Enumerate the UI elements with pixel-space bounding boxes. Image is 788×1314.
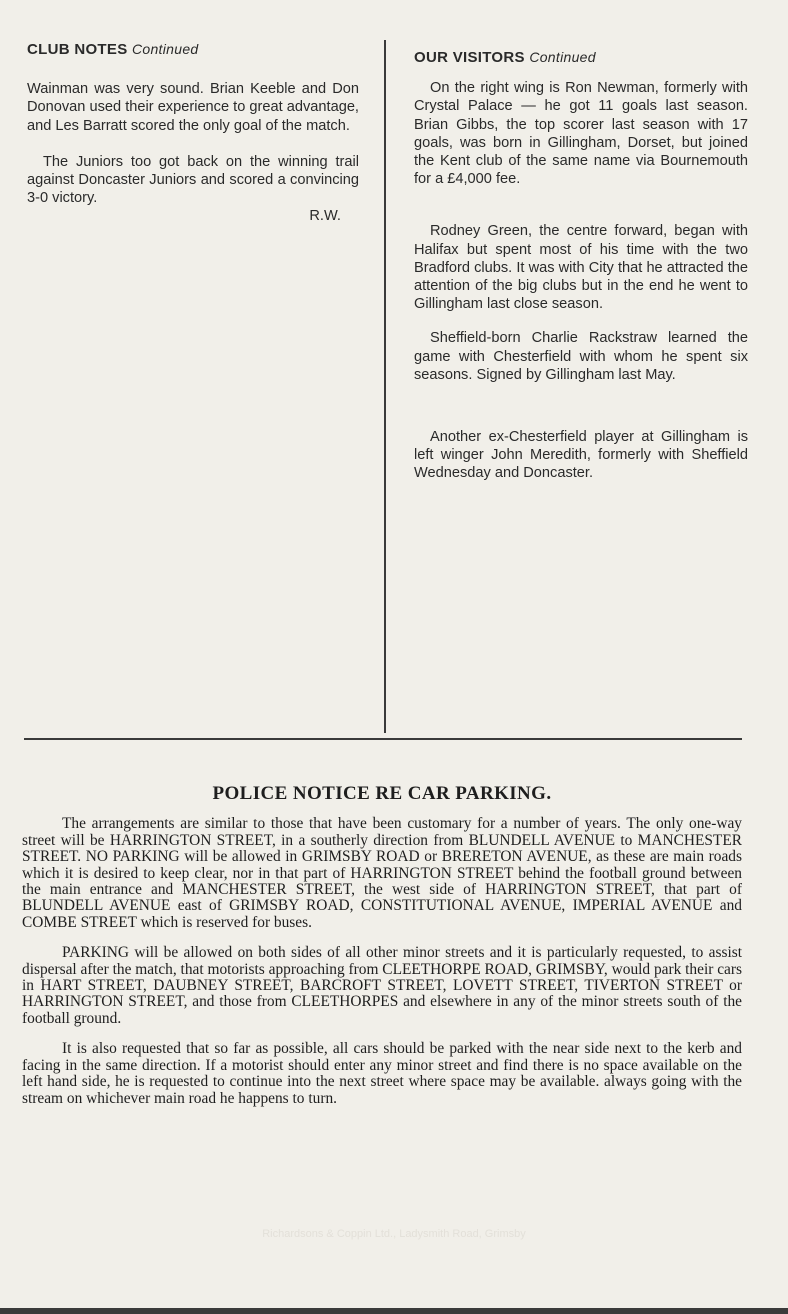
police-notice (22, 783, 742, 1121)
our-visitors-paragraph: On the right wing is Ron Newman, formerly with Crystal Palace — he got 11 goals last season. Brian Gibbs, the top scorer last season with 17 goals, was born in Gillingham, Dorset, but joined the Kent club of the same name via Bournemouth for a £4,000 fee. (414, 80, 748, 188)
club-notes-heading-continued: Continued (131, 41, 199, 57)
our-visitors-heading-main: OUR VISITORS (414, 49, 525, 66)
column-divider (384, 40, 386, 733)
page-bottom-edge (0, 1308, 788, 1314)
club-notes-signature: R.W. (309, 208, 341, 225)
police-notice-paragraph: The arrangements are similar to those that have been customary for a number of years. The only one-way street will be HARRINGTON STREET, in a southerly direction from BLUNDELL AVENUE to MANCHESTER STREET. NO PARKING will be allowed in GRIMSBY ROAD or BRERETON AVENUE, as these are main roads which it is desired to keep clear, nor in that part of HARRINGTON STREET behind the football ground between the main entrance and MANCHESTER STREET, the west side of HARRINGTON STREET, that part of BLUNDELL AVENUE east of GRIMSBY ROAD, CONSTITUTIONAL AVENUE, IMPERIAL AVENUE and COMBE STREET which is reserved for buses. (22, 815, 742, 931)
our-visitors-paragraph: Rodney Green, the centre forward, began with Halifax but spent most of his time with the two Bradford clubs. It was with City that he attracted the attention of the big clubs but in the end he went to Gillingham last close season. (414, 223, 748, 313)
police-notice-paragraph: It is also requested that so far as possible, all cars should be parked with the near side next to the kerb and facing in the same direction. If a motorist should enter any minor street and find there is no space available on the left hand side, he is requested to continue into the next street where space may be available. always going with the stream on whichever main road he happens to turn. (22, 1040, 742, 1107)
printer-imprint: Richardsons & Coppin Ltd., Ladysmith Road, Grimsby (262, 1228, 526, 1240)
club-notes-heading-main: CLUB NOTES (27, 41, 128, 58)
our-visitors-heading-continued: Continued (529, 49, 596, 65)
our-visitors-paragraph: Sheffield-born Charlie Rackstraw learned the game with Chesterfield with whom he spent six seasons. Signed by Gillingham last May. (414, 330, 748, 383)
club-notes-paragraph: The Juniors too got back on the winning trail against Doncaster Juniors and scored a convincing 3-0 victory. (27, 153, 359, 207)
section-rule (24, 738, 742, 740)
club-notes-heading (27, 40, 359, 59)
police-notice-paragraph: PARKING will be allowed on both sides of all other minor streets and it is particularly requested, to assist dispersal after the match, that motorists approaching from CLEETHORPE ROAD, GRIMSBY, would park their cars in HART STREET, DAUBNEY STREET, BARCROFT STREET, LOVETT STREET, TIVERTON STREET or HARRINGTON STREET, and those from CLEETHORPES and elsewhere in any of the minor streets south of the football ground. (22, 944, 742, 1027)
police-notice-title: POLICE NOTICE RE CAR PARKING. (212, 783, 552, 804)
our-visitors-heading (414, 48, 748, 67)
our-visitors-column (414, 48, 748, 483)
our-visitors-paragraph: Another ex-Chesterfield player at Gillingham is left winger John Meredith, formerly with Sheffield Wednesday and Doncaster. (414, 429, 748, 482)
club-notes-column (27, 40, 359, 226)
club-notes-paragraph: Wainman was very sound. Brian Keeble and Don Donovan used their experience to great advantage, and Les Barratt scored the only goal of the match. (27, 81, 359, 134)
